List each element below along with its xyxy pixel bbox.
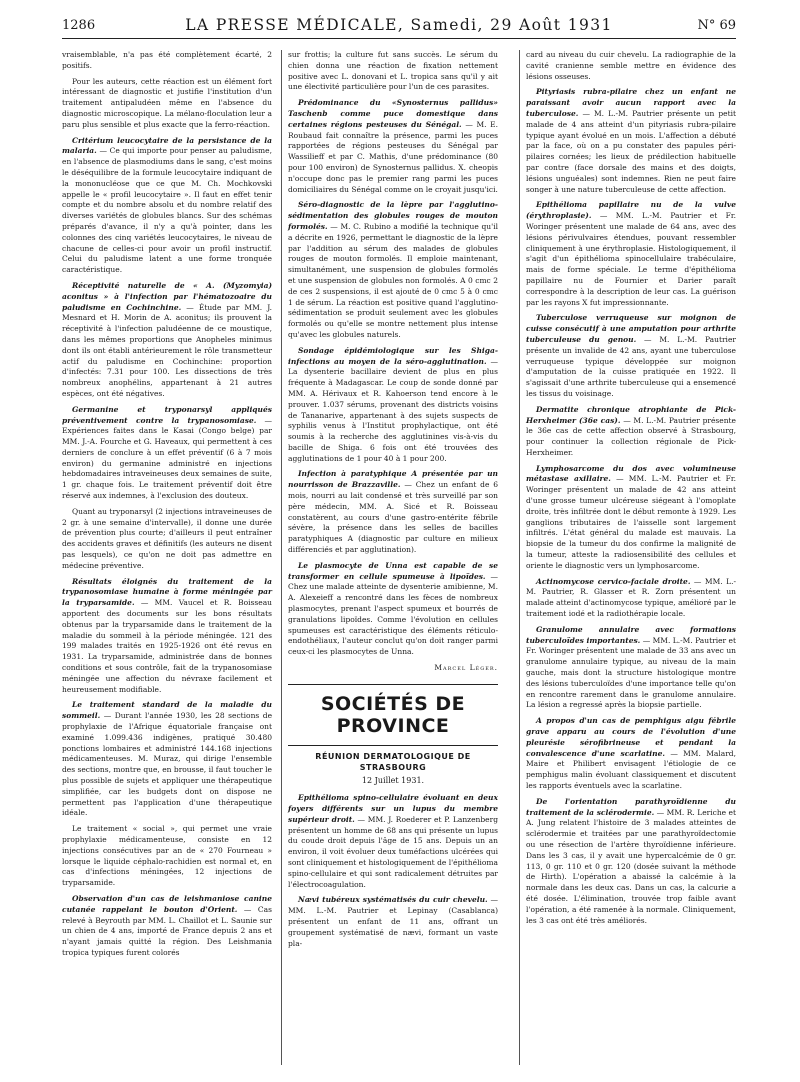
paragraph: card au niveau du cuir chevelu. La radiographie de la cavité cranienne semble mettre en évidence des lésions osseuses. bbox=[526, 50, 736, 81]
abstract-body: — La dysenterie bacillaire devient de plus en plus fréquente à Madagascar. Le coup de sonde donné par MM. A. Hérivaux et R. Kahoerson tend encore à le prouver. 1.037 sérums, provenant des districts voisins de Tananarive, appartenant à des sujets suspects de syphilis venus à l'Institut prophylactique, ont été soumis à la recherche des agglutinines vis-à-vis du bacille de Shiga. 6 fois ont été trouvées des agglutinations de 1 pour 40 à 1 pour 200. bbox=[288, 356, 498, 463]
abstract bbox=[288, 469, 498, 555]
abstract-body: — MM. R. Leriche et A. Jung relatent l'histoire de 3 malades atteintes de sclérodermie et traitées par une parathyroïdectomie ou une résection de l'artère thyroïdienne inférieure. Dans les 3 cas, il y avait une hypercalcémie de 0 gr. 113, 0 gr. 110 et 0 gr. 120 (dosée suivant la méthode de Hirth). L'opération a abaissé la calcémie à la normale dans les deux cas. Dans un cas, la calcurie a été dosée. L'élimination, trouvée trop faible avant l'opération, a été ramenée à la normale. Cliniquement, les 3 cas ont été très améliorés. bbox=[526, 807, 736, 925]
section-title: SOCIÉTÉS DE PROVINCE bbox=[320, 692, 466, 737]
abstract bbox=[526, 716, 736, 792]
abstract-title: Le plasmocyte de Unna est capable de se transformer en cellule spumeuse à lipoïdes. bbox=[288, 560, 498, 581]
abstract-body: — Expériences faites dans le Kasai (Congo belge) par MM. J.-A. Fourche et G. Haveaux, qui permettent à ces derniers de conclure à un effet préventif (6 à 7 mois environ) du germanine administré en injections hebdomadaires intraveineuses deux semaines de suite, 1 gr. chaque fois. Le traitement préventif doit être réservé aux indemnes, à l'exclusion des douteux. bbox=[62, 415, 272, 501]
abstract bbox=[62, 136, 272, 276]
abstract-title: Réceptivité naturelle de « A. (Myzomyia) aconitus » à l'infection par l'hématozoaire du paludisme en Cochinchine. bbox=[62, 280, 272, 312]
abstract bbox=[288, 793, 498, 890]
abstract bbox=[62, 700, 272, 819]
column-divider bbox=[519, 50, 520, 1065]
column-divider bbox=[281, 50, 282, 1065]
meeting-title: RÉUNION DERMATOLOGIQUE DE STRASBOURG bbox=[315, 751, 471, 772]
abstract bbox=[526, 313, 736, 399]
abstract bbox=[62, 281, 272, 400]
abstract-title: Actinomycose cervico-faciale droite. bbox=[536, 576, 691, 586]
abstract-title: Le traitement standard de la maladie du sommeil. bbox=[62, 700, 272, 721]
abstract bbox=[288, 346, 498, 465]
abstract-body: — MM. L.-M. Pautrier et Fr. Woringer présentent une malade de 64 ans, avec des lésions périvulvaires étendues, pouvant ressembler cliniquement à une érythroplasie. Histologiquement, il s'agit d'un épithélioma spinocellulaire trabéculaire, mais de forme spéciale. Le terme d'épithélioma papillaire nu de Fournier et Darier paraît correspondre à la description de leur cas. La guérison par les rayons X fut impressionnante. bbox=[526, 211, 736, 307]
abstract-title: Observation d'un cas de leishmaniose canine cutanée rappelant le bouton d'Orient. bbox=[62, 893, 272, 914]
paragraph: Le traitement « social », qui permet une vraie prophylaxie médicamenteuse, consiste en 12 injections consécutives par an de « 270 Fourneau » lorsque le liquide céphalo-rachidien est normal et, en cas d'infections méningées, 12 injections de tryparsamide. bbox=[62, 824, 272, 888]
column-right bbox=[526, 50, 736, 931]
abstract-title: Infection à paratyphique A présentée par un nourrisson de Brazzaville. bbox=[288, 469, 498, 490]
journal-title: LA PRESSE MÉDICALE, Samedi, 29 Août 1931 bbox=[185, 16, 613, 34]
paragraph: Quant au tryponarsyl (2 injections intraveineuses de 2 gr. à une semaine d'intervalle), il donne une durée de prévention plus courte; d'ailleurs il peut entraîner des accidents graves et définitifs (les auteurs ne disent pas lesquels), ce qu'on ne doit pas admettre en médecine préventive. bbox=[62, 506, 272, 570]
abstract-title: Granulome annulaire avec formations tuberculoïdes importantes. bbox=[526, 624, 736, 645]
abstract-body: — MM. J. Roederer et P. Lanzenberg présentent un homme de 68 ans qui présente un lupus du coude droit depuis l'âge de 15 ans. Depuis un an environ, il voit évoluer deux tuméfactions ulcérées qui sont cliniquement et histologiquement de l'épithélioma spino-cellulaire et qui sont radicalement détruites par l'électrocoagulation. bbox=[288, 814, 498, 889]
abstract-body: — Ce qui importe pour penser au paludisme, en l'absence de plasmodiums dans le sang, c'est moins le déséquilibre de la formule leucocytaire indiquant de la mononucléose que ce que M. Ch. Mochkovski appelle le « profil leucocytaire ». Il faut en effet tenir compte et du nombre absolu et du nombre relatif des diverses variétés de globules blancs. Sur des schémas préparés d'avance, il n'y a qu'à pointer, dans les colonnes des cinq variétés leucocytaires, le niveau de chacune de celles-ci pour avoir un profil instructif. Celui du paludisme latent a une forme tronquée caractéristique. bbox=[62, 146, 272, 275]
abstract bbox=[526, 577, 736, 620]
abstract-body: — Cas relevé à Beyrouth par MM. L. Chaillot et L. Saunie sur un chien de 4 ans, importé de France depuis 2 ans et n'ayant jamais quitté la région. Des Leishmania tropica typiques furent colorés bbox=[62, 904, 272, 957]
abstract-body: — MM. L.-M. Pautrier et Lepinay (Casablanca) présentent un enfant de 11 ans, offrant un groupement systématisé de nævi, formant un vaste pla- bbox=[288, 895, 498, 948]
abstract bbox=[288, 895, 498, 949]
abstract-title: Epithélioma spino-cellulaire évoluant en deux foyers différents sur un lupus du membre supérieur droit. bbox=[288, 793, 498, 824]
abstract bbox=[526, 625, 736, 711]
abstract-title: Pityriasis rubra-pilaire chez un enfant ne paraissant avoir aucun rapport avec la tuberculose. bbox=[526, 87, 736, 118]
abstract-body: — M. L.-M. Pautrier présente le 36e cas de cette affection observé à Strasbourg, pour continuer la collection régionale de Pick-Herxheimer. bbox=[526, 415, 736, 457]
abstract bbox=[526, 405, 736, 459]
abstract-title: De l'orientation parathyroïdienne du traitement de la sclérodermie. bbox=[526, 796, 736, 817]
paragraph: vraisemblable, n'a pas été complètement écarté, 2 positifs. bbox=[62, 50, 272, 70]
abstract-body: — Durant l'année 1930, les 28 sections de prophylaxie de l'Afrique équatoriale française ont examiné 1.099.436 indigènes, pratiqué 30.480 ponctions lombaires et administré 144.168 injections médicamenteuses. M. Muraz, qui dirige l'ensemble des sections, montre que, en brousse, il faut toucher le plus possible de sujets et appliquer une thérapeutique simplifiée, car les budgets dont on dispose ne permettent pas l'application d'une thérapeutique idéale. bbox=[62, 711, 273, 818]
abstract bbox=[526, 87, 736, 195]
abstract bbox=[526, 200, 736, 308]
abstract-body: — MM. L.-M. Pautrier et Fr. Woringer présentent une malade de 33 ans avec un granulome annulaire typique, au niveau de la main gauche, mais dont la structure histologique montre des lésions tuberculoïdes d'une importance telle qu'on en rencontre rarement dans le granulome annulaire. La lésion a regressé après la biopsie partielle. bbox=[526, 635, 736, 710]
author-signature: Marcel Léger. bbox=[434, 663, 498, 673]
abstract-body: — M. E. Roubaud fait connaître la présence, parmi les puces rapportées de régions pesteuses du Sénégal par Wassilieff et par C. Mathis, d'une prédominance (80 pour 100 environ) de Synosternus pallidus. X. cheopis n'occupe donc pas le premier rang parmi les puces domiciliaires du Sénégal comme on le croyait jusqu'ici. bbox=[288, 119, 498, 194]
section-banner bbox=[288, 684, 498, 746]
abstract-body: — M. L.-M. Pautrier présente un petit malade de 4 ans atteint d'un pityriasis rubra-pilaire typique ayant évolué en un mois. L'affection a débuté par la face, où on a pu constater des papules péri-pilaires cornées; les lieux de prédilection habituelle par contre (face dorsale des mains et des doigts, lésions unguéales) sont indemnes. Rien ne peut faire songer à une nature tuberculeuse de cette affection. bbox=[526, 108, 736, 194]
abstract-title: Germanine et tryponarsyl appliqués préventivement contre la trypanosomiase. bbox=[62, 404, 272, 425]
abstract-title: Dermatite chronique atrophiante de Pick-Herxheimer (36e cas). bbox=[526, 404, 736, 425]
abstract bbox=[288, 561, 498, 658]
abstract bbox=[526, 464, 736, 572]
abstract-title: Séro-diagnostic de la lèpre par l'agglutino-sédimentation des globules rouges de mouton formolés. bbox=[288, 200, 498, 231]
abstract-body: — MM. L.-M. Pautrier, R. Glasser et R. Zorn présentent un malade atteint d'actinomycose typique, amélioré par le traitement iodé et la radiothérapie locale. bbox=[526, 576, 736, 619]
abstract bbox=[526, 797, 736, 927]
abstract-body: — M. C. Rubino a modifié la technique qu'il a décrite en 1926, permettant le diagnostic de la lèpre par l'addition au sérum des malades de globules rouges de mouton formolés. Il emploie maintenant, simultanément, une suspension de globules formolés et une suspension de globules non formolés. A 0 cmc 2 de ces 2 suspensions, il est ajouté de 0 cmc 5 à 0 cmc 1 de sérum. La réaction est positive quand l'agglutino-sédimentation se produit seulement avec les globules formolés ou qu'elle se montre nettement plus intense qu'avec les globules naturels. bbox=[288, 221, 498, 339]
abstract bbox=[62, 577, 272, 696]
abstract bbox=[62, 894, 272, 959]
abstract-title: Nævi tubéreux systématisés du cuir chevelu. bbox=[298, 895, 488, 905]
column-left bbox=[62, 50, 272, 964]
paragraph: Pour les auteurs, cette réaction est un élément fort intéressant de diagnostic et justifie l'institution d'un traitement antipaludéen même en l'absence du diagnostic microscopique. La mélano-floculation leur a paru plus sensible et plus exacte que la ferro-réaction. bbox=[62, 76, 272, 129]
abstract bbox=[62, 405, 272, 502]
abstract-body: — M. L.-M. Pautrier présente un invalide de 42 ans, ayant une tuberculose verruqueuse typique développée sur moignon d'amputation de la cuisse pratiquée en 1922. Il s'agissait d'une arthrite tuberculeuse qui a ensemencé les tissus du voisinage. bbox=[526, 334, 736, 398]
abstract-title: Epithélioma papillaire nu de la vulve (érythroplasie). bbox=[526, 200, 736, 221]
abstract-title: Tuberculose verruqueuse sur moignon de cuisse consécutif à une amputation pour arthrite tuberculeuse du genou. bbox=[526, 313, 736, 344]
abstract-body: — MM. L.-M. Pautrier et Fr. Woringer présentent un malade de 42 ans atteint d'une grosse tumeur ulcéreuse siégeant à l'omoplate droite, très infiltrée dont le début remonte à 1929. Les ganglions tributaires de l'aisselle sont largement infiltrés. L'état général du malade est mauvais. La biopsie de la tumeur du dos confirme la malignité de la tumeur, atteste la radiosensibilité des cellules et oriente le diagnostic vers un lymphosarcome. bbox=[526, 474, 737, 570]
page-number: 1286 bbox=[62, 18, 96, 33]
abstract-body: — Chez un enfant de 6 mois, nourri au lait condensé et très surveillé par son père médecin, MM. A. Sicé et R. Boisseau constatèrent, au cours d'une gastro-entérite fébrile sévère, la présence dans les selles de bacilles paratyphiques A (diagnostic par culture en milieux différenciés et par agglutination). bbox=[288, 480, 498, 555]
abstract bbox=[288, 98, 498, 195]
abstract-body: — MM. Malard, Maire et Philibert envisagent l'étiologie de ce pemphigus malin évoluant classiquement et discutent les rapports éventuels avec la scarlatine. bbox=[526, 748, 736, 790]
abstract-title: A propos d'un cas de pemphigus aigu fébrile grave apparu au cours de l'évolution d'une pleurésie sérofibrineuse et pendant la convalescence d'une scarlatine. bbox=[526, 716, 736, 758]
column-middle bbox=[288, 50, 498, 954]
meeting-date: 12 Juillet 1931. bbox=[361, 776, 425, 786]
abstract-body: — Étude par MM. J. Mesnard et H. Morin de A. aconitus; ils prouvent la réceptivité à l'infection paludéenne de ce moustique, dans les mêmes proportions que Anopheles minimus dont ils ont établi antérieurement le rôle transmetteur actif du paludisme en Cochinchine: proportion d'infectés: 7.31 pour 100. Les dissections de très nombreux anophélins, appartenant à 21 autres espèces, ont été négatives. bbox=[62, 302, 272, 398]
abstract-body: — MM. Vaucel et R. Boisseau apportent des documents sur les bons résultats obtenus par la tryparsamide dans le traitement de la maladie du sommeil à la période méningée. 121 des 199 malades traités en 1925-1926 ont été revus en 1931. La tryparsamide, administrée dans de bonnes conditions et sous contrôle, fait de la trypanosomiase méningée une affection du névraxe facilement et heureusement modifiable. bbox=[62, 598, 272, 694]
abstract-body: — Chez une malade atteinte de dysenterie amibienne, M. A. Alexeieff a rencontré dans les fèces de nombreux plasmocytes, prenant l'aspect spumeux et bourrés de granulations lipoïdes. Comme l'évolution en cellules spumeuses est caractéristique des éléments réticulo-endothéliaux, l'auteur conclut qu'on doit ranger parmi ceux-ci les plasmocytes de Unna. bbox=[288, 571, 498, 657]
issue-number: N° 69 bbox=[697, 18, 736, 33]
page-header bbox=[62, 16, 736, 39]
abstract-title: Lymphosarcome du dos avec volumineuse métastase axillaire. bbox=[526, 463, 736, 484]
abstract-title: Prédominance du «Synosternus pallidus» Taschenb comme puce domestique dans certaines régions pesteuses du Sénégal. bbox=[288, 98, 498, 129]
abstract bbox=[288, 200, 498, 340]
abstract-title: Résultats éloignés du traitement de la trypanosomiase humaine à forme méningée par la tryparsamide. bbox=[62, 576, 272, 608]
paragraph: sur frottis; la culture fut sans succès. Le sérum du chien donna une réaction de fixation nettement positive avec L. donovani et L. tropica sans qu'il y ait une électivité particulière pour l'un de ces parasites. bbox=[288, 50, 498, 92]
abstract-title: Critérium leucocytaire de la persistance de la malaria. bbox=[62, 135, 272, 156]
abstract-title: Sondage épidémiologique sur les Shiga-infections au moyen de la séro-agglutination. bbox=[288, 345, 498, 366]
